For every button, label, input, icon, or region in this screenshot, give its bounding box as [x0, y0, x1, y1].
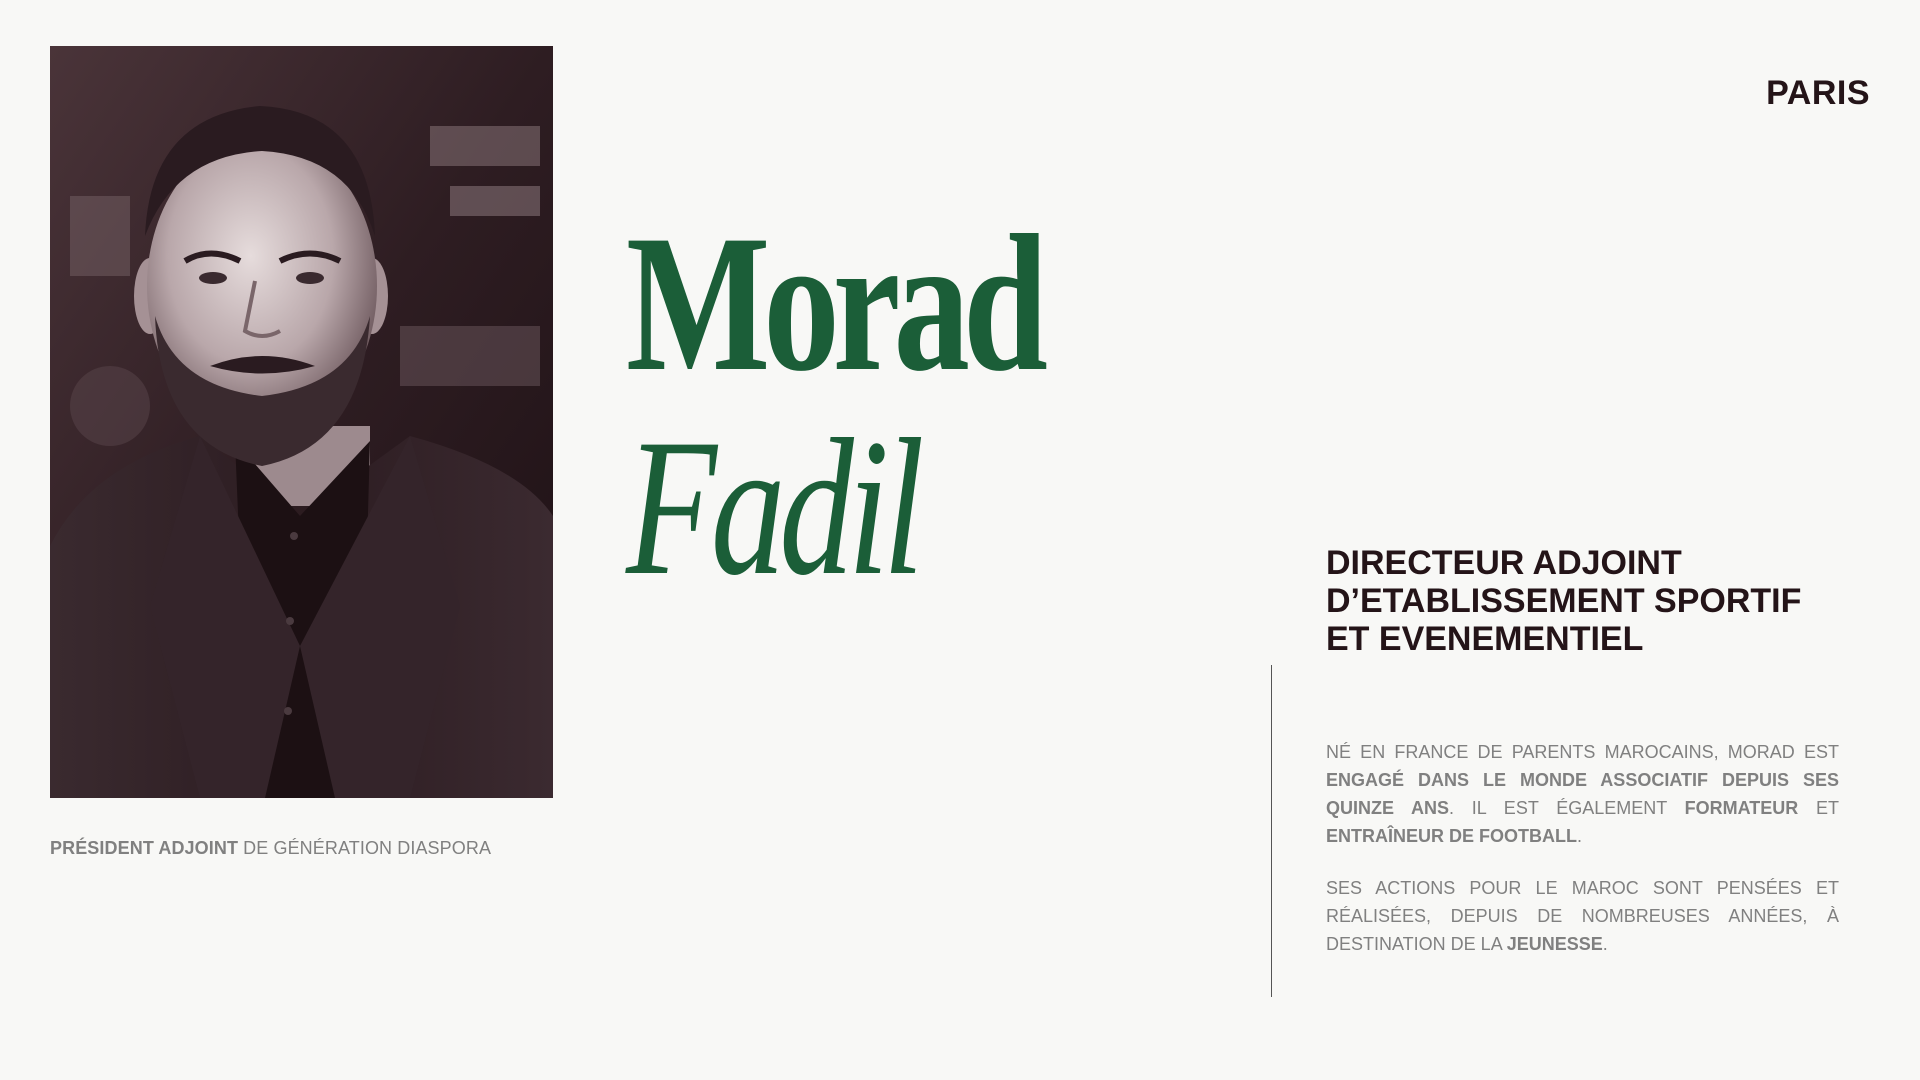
- last-name: Fadil: [626, 399, 919, 616]
- portrait-photo: [50, 46, 553, 798]
- bio-bold: FORMATEUR: [1684, 798, 1799, 818]
- portrait-illustration: [50, 46, 553, 798]
- photo-caption: [50, 838, 491, 859]
- role-line-3: ET EVENEMENTIEL: [1326, 620, 1644, 658]
- first-name: Morad: [626, 195, 1041, 412]
- bio-bold: ENTRAÎNEUR DE FOOTBALL: [1326, 826, 1577, 846]
- bio-text: ET: [1798, 798, 1839, 818]
- bio: [1326, 738, 1839, 982]
- role-line-1: DIRECTEUR ADJOINT: [1326, 544, 1682, 582]
- bio-text: .: [1602, 934, 1608, 954]
- bio-bold: JEUNESSE: [1506, 934, 1603, 954]
- city-label: PARIS: [1766, 74, 1870, 112]
- bio-text: . IL EST ÉGALEMENT: [1449, 798, 1685, 818]
- bio-text: SES ACTIONS POUR LE MAROC SONT PENSÉES ET RÉALISÉES, DEPUIS DE NOMBREUSES ANNÉES, À DESTINATION DE LA: [1326, 878, 1839, 954]
- caption-bold: PRÉSIDENT ADJOINT: [50, 838, 239, 858]
- caption-rest: DE GÉNÉRATION DIASPORA: [238, 838, 492, 858]
- bio-paragraph-2: [1326, 874, 1839, 958]
- vertical-divider: [1271, 665, 1272, 997]
- role-title: [1326, 544, 1846, 658]
- bio-paragraph-1: [1326, 738, 1839, 850]
- bio-text: NÉ EN FRANCE DE PARENTS MAROCAINS, MORAD EST: [1326, 742, 1839, 762]
- bio-bold: ENGAGÉ DANS LE MONDE ASSOCIATIF DEPUIS SES QUINZE ANS: [1326, 770, 1839, 818]
- bio-text: .: [1577, 826, 1583, 846]
- role-line-2: D’ETABLISSEMENT SPORTIF: [1326, 582, 1802, 620]
